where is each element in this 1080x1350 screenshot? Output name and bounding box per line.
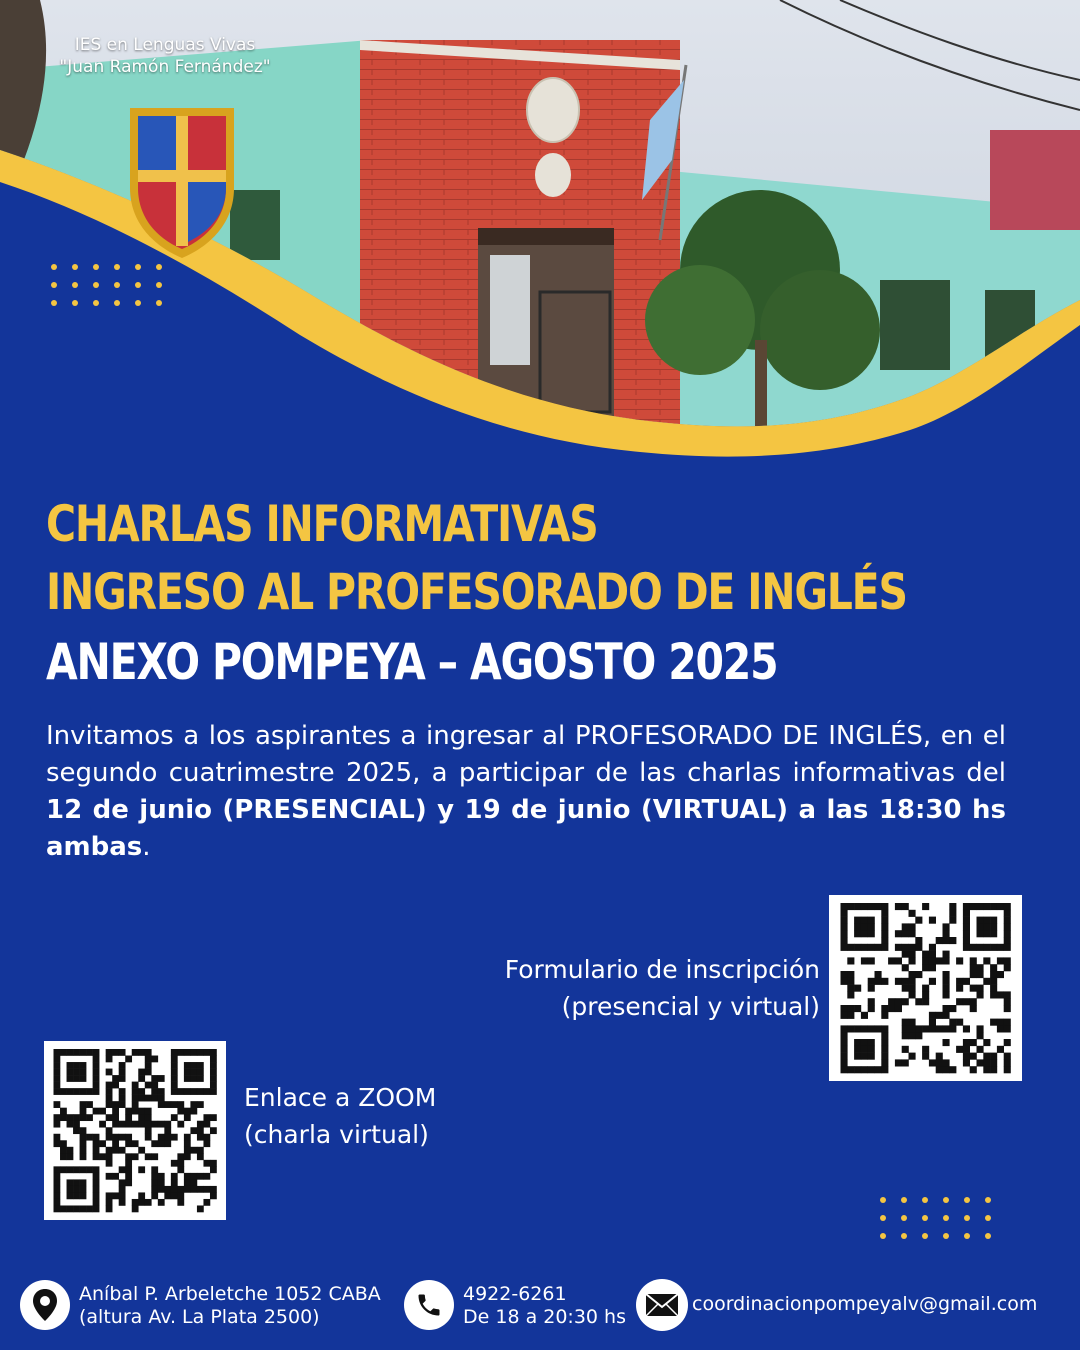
institution-line2: "Juan Ramón Fernández" bbox=[59, 57, 271, 77]
title-line1: CHARLAS INFORMATIVAS bbox=[46, 495, 598, 553]
phone-number[interactable]: 4922-6261 bbox=[463, 1283, 567, 1305]
phone-icon bbox=[404, 1280, 454, 1330]
decorative-dots-top bbox=[51, 264, 162, 306]
institution-name bbox=[30, 34, 300, 78]
title-line3: ANEXO POMPEYA – AGOSTO 2025 bbox=[46, 633, 778, 691]
phone-info bbox=[463, 1283, 626, 1329]
decorative-dots-bottom bbox=[880, 1197, 991, 1239]
location-pin-icon bbox=[20, 1280, 70, 1330]
zoom-qr-label bbox=[244, 1079, 436, 1153]
invitation-paragraph bbox=[46, 718, 1006, 866]
form-qr-label bbox=[468, 951, 820, 1025]
zoom-qr-label-line1: Enlace a ZOOM bbox=[244, 1083, 437, 1112]
address-line1: Aníbal P. Arbeletche 1052 CABA bbox=[79, 1283, 381, 1305]
address bbox=[79, 1283, 381, 1329]
invitation-end: . bbox=[142, 832, 151, 862]
office-hours: De 18 a 20:30 hs bbox=[463, 1306, 626, 1328]
address-line2: (altura Av. La Plata 2500) bbox=[79, 1306, 320, 1328]
invitation-dates: 12 de junio (PRESENCIAL) y 19 de junio (VIRTUAL) a las 18:30 hs ambas bbox=[46, 795, 1006, 862]
zoom-qr-code[interactable] bbox=[44, 1041, 226, 1220]
form-qr-code[interactable] bbox=[829, 895, 1022, 1081]
institution-line1: IES en Lenguas Vivas bbox=[74, 35, 256, 55]
form-qr-label-line2: (presencial y virtual) bbox=[561, 992, 820, 1021]
shield-logo-icon bbox=[126, 104, 238, 262]
form-qr-label-line1: Formulario de inscripción bbox=[504, 955, 820, 984]
invitation-text: Invitamos a los aspirantes a ingresar al PROFESORADO DE INGLÉS, en el segundo cuatrimestre 2025, a participar de las charlas informativas del bbox=[46, 721, 1006, 788]
envelope-icon bbox=[636, 1279, 688, 1331]
email-link[interactable]: coordinacionpompeyalv@gmail.com bbox=[692, 1293, 1038, 1315]
title-line2: INGRESO AL PROFESORADO DE INGLÉS bbox=[46, 563, 907, 621]
zoom-qr-label-line2: (charla virtual) bbox=[244, 1120, 429, 1149]
